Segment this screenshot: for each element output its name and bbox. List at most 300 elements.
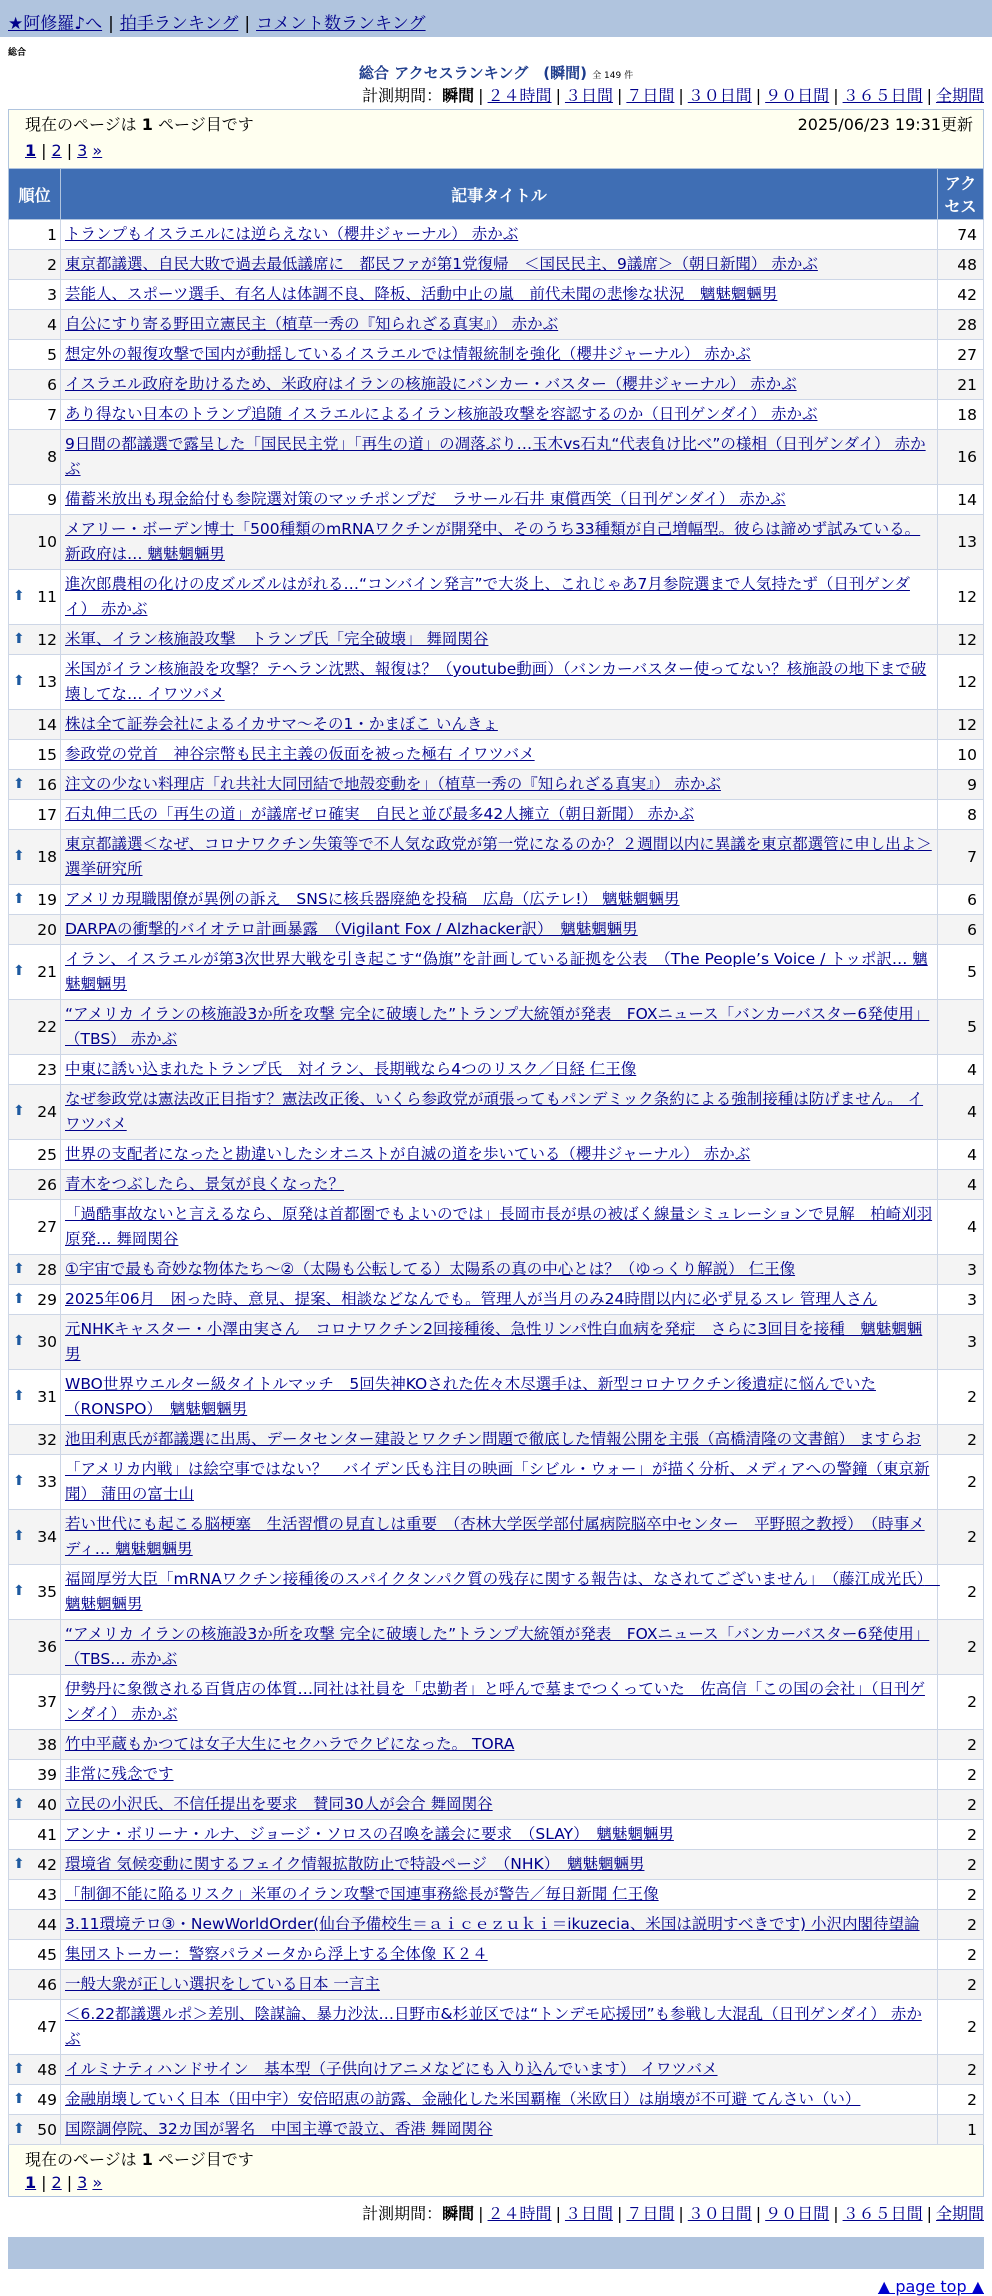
current-page-number: 1 <box>141 115 153 134</box>
separator: | <box>478 2204 484 2223</box>
separator: | <box>833 2204 839 2223</box>
access-count: 6 <box>938 885 984 915</box>
access-count: 42 <box>938 280 984 310</box>
access-count: 1 <box>938 2115 984 2145</box>
table-row <box>9 220 984 250</box>
title-cell <box>61 710 938 740</box>
access-count: 2 <box>938 1730 984 1760</box>
table-row <box>9 1510 984 1565</box>
rank-cell <box>9 1200 61 1255</box>
rank-up-arrow-icon: ⬆ <box>13 1473 25 1489</box>
article-link[interactable]: イスラエル政府を助けるため、米政府はイランの核施設にバンカー・バスター（櫻井ジャーナル） 赤かぶ <box>65 375 797 393</box>
period-link[interactable]: ２４時間 <box>487 2204 552 2223</box>
title-cell <box>61 570 938 625</box>
article-link[interactable]: 国際調停院、32カ国が署名 中国主導で設立、香港 舞岡関谷 <box>65 2120 493 2138</box>
period-link[interactable]: ９０日間 <box>765 2204 830 2223</box>
header-title: 記事タイトル <box>61 169 938 220</box>
article-link[interactable]: イラン、イスラエルが第3次世界大戦を引き起こす“偽旗”を計画している証拠を公表 （The People’s Voice / トッポ訳… 魑魅魍魎男 <box>65 950 928 993</box>
rank-number: 50 <box>37 2120 57 2139</box>
title-cell <box>61 1455 938 1510</box>
rank-number: 43 <box>37 1885 57 1904</box>
rank-cell <box>9 885 61 915</box>
table-row <box>9 1255 984 1285</box>
period-link[interactable]: ３０日間 <box>687 86 752 105</box>
article-link[interactable]: トランプもイスラエルには逆らえない（櫻井ジャーナル） 赤かぶ <box>65 225 519 243</box>
article-link[interactable]: メアリー・ボーデン博士「500種類のmRNAワクチンが開発中、そのうち33種類が自己増幅型。彼らは諦めず試みている。新政府は… 魑魅魍魎男 <box>65 520 921 563</box>
rank-up-arrow-icon: ⬆ <box>13 673 25 689</box>
rank-cell <box>9 1760 61 1790</box>
rank-number: 13 <box>37 673 57 691</box>
item-count: 全 149 件 <box>592 71 634 81</box>
article-link[interactable]: 米軍、イラン核施設攻撃 トランプ氏「完全破壊」 舞岡関谷 <box>65 630 489 648</box>
access-count: 6 <box>938 915 984 945</box>
article-link[interactable]: アンナ・ボリーナ・ルナ、ジョージ・ソロスの召喚を議会に要求 （SLAY） 魑魅魍魎男 <box>65 1825 674 1843</box>
period-link[interactable]: ２４時間 <box>487 86 552 105</box>
table-row <box>9 430 984 485</box>
table-row <box>9 1880 984 1910</box>
rank-cell <box>9 655 61 710</box>
title-cell <box>61 1370 938 1425</box>
rank-number: 20 <box>37 920 57 939</box>
table-row <box>9 625 984 655</box>
access-count: 2 <box>938 1850 984 1880</box>
table-row <box>9 885 984 915</box>
title-cell <box>61 1055 938 1085</box>
rank-cell <box>9 1285 61 1315</box>
rank-cell <box>9 1970 61 2000</box>
rank-cell <box>9 280 61 310</box>
access-count: 2 <box>938 1620 984 1675</box>
rank-cell <box>9 340 61 370</box>
article-link[interactable]: 若い世代にも起こる脳梗塞 生活習慣の見直しは重要 （杏林大学医学部付属病院脳卒中センター 平野照之教授） （時事メディ… 魑魅魍魎男 <box>65 1515 925 1558</box>
period-link[interactable]: ３６５日間 <box>842 2204 923 2223</box>
access-count: 3 <box>938 1285 984 1315</box>
rank-cell <box>9 310 61 340</box>
table-row <box>9 1285 984 1315</box>
article-link[interactable]: 世界の支配者になったと勘違いしたシオニストが自滅の道を歩いている（櫻井ジャーナル） 赤かぶ <box>65 1145 751 1163</box>
table-row <box>9 515 984 570</box>
current-page-number: 1 <box>141 2150 153 2169</box>
separator: | <box>478 86 484 105</box>
rank-cell <box>9 1730 61 1760</box>
access-count: 2 <box>938 1910 984 1940</box>
title-cell <box>61 1675 938 1730</box>
rank-cell <box>9 1140 61 1170</box>
article-link[interactable]: 非常に残念です <box>65 1765 174 1783</box>
rank-up-arrow-icon: ⬆ <box>13 1103 25 1119</box>
rank-number: 17 <box>37 805 57 824</box>
article-link[interactable]: 備蓄米放出も現金給付も参院選対策のマッチポンプだ ラサール石井 東償西笑（日刊ゲンダイ） 赤かぶ <box>65 490 786 508</box>
rank-cell <box>9 1940 61 1970</box>
period-link[interactable]: ３日間 <box>564 86 613 105</box>
table-row <box>9 1315 984 1370</box>
access-count: 2 <box>938 1760 984 1790</box>
rank-number: 11 <box>37 588 57 606</box>
rank-cell <box>9 945 61 1000</box>
article-link[interactable]: 石丸伸二氏の「再生の道」が議席ゼロ確実 自民と並び最多42人擁立（朝日新聞） 赤かぶ <box>65 805 695 823</box>
table-row <box>9 1970 984 2000</box>
rank-number: 42 <box>37 1855 57 1874</box>
table-row <box>9 1790 984 1820</box>
access-count: 2 <box>938 1425 984 1455</box>
title-cell <box>61 915 938 945</box>
title-cell <box>61 1200 938 1255</box>
article-link[interactable]: 米国がイラン核施設を攻撃？テヘラン沈黙、報復は？（youtube動画）（バンカーバスター使ってない？核施設の地下まで破壊してな… イワツバメ <box>65 660 927 703</box>
access-count: 12 <box>938 570 984 625</box>
access-count: 3 <box>938 1315 984 1370</box>
access-count: 4 <box>938 1200 984 1255</box>
access-count: 12 <box>938 655 984 710</box>
access-count: 7 <box>938 830 984 885</box>
title-cell <box>61 1285 938 1315</box>
title-cell <box>61 280 938 310</box>
table-row <box>9 1200 984 1255</box>
rank-number: 31 <box>37 1388 57 1406</box>
article-link[interactable]: 元NHKキャスター・小澤由実さん コロナワクチン2回接種後、急性リンパ性白血病を発症 さらに3回目を接種 魑魅魍魎男 <box>65 1320 923 1363</box>
table-row <box>9 1055 984 1085</box>
rank-cell <box>9 220 61 250</box>
rank-number: 47 <box>37 2018 57 2036</box>
rank-number: 7 <box>47 405 57 424</box>
page-top-link[interactable]: ▲ page top ▲ <box>877 2277 984 2296</box>
table-row <box>9 710 984 740</box>
rank-cell <box>9 1790 61 1820</box>
article-link[interactable]: 「アメリカ内戦」は絵空事ではない？ バイデン氏も注目の映画「シビル・ウォー」が描く分析、メディアへの警鐘（東京新聞） 蒲田の富士山 <box>65 1460 930 1503</box>
access-count: 48 <box>938 250 984 280</box>
rank-cell <box>9 625 61 655</box>
article-link[interactable]: 注文の少ない料理店「れ共社大同団結で地殻変動を」（植草一秀の『知られざる真実』） 赤かぶ <box>65 775 721 793</box>
table-row <box>9 655 984 710</box>
access-count: 4 <box>938 1055 984 1085</box>
separator: | <box>678 86 684 105</box>
table-row <box>9 2055 984 2085</box>
article-link[interactable]: 竹中平蔵もかつては女子大生にセクハラでクビになった。 TORA <box>65 1735 515 1753</box>
rank-number: 2 <box>47 255 57 274</box>
rank-cell <box>9 1850 61 1880</box>
page-title-text: 総合 アクセスランキング (瞬間) <box>358 64 587 82</box>
title-cell <box>61 945 938 1000</box>
article-link[interactable]: “アメリカ イランの核施設3か所を攻撃 完全に破壊した”トランプ大統領が発表 FOXニュース「バンカーバスター6発使用」（TBS） 赤かぶ <box>65 1005 930 1048</box>
rank-number: 24 <box>37 1103 57 1121</box>
article-link[interactable]: 9日間の都議選で露呈した「国民民主党」「再生の道」の凋落ぶり…玉木vs石丸“代表負け比べ”の様相（日刊ゲンダイ） 赤かぶ <box>65 435 926 478</box>
article-link[interactable]: 池田利恵氏が都議選に出馬、データセンター建設とワクチン問題で徹底した情報公開を主張（高橋清隆の文書館） ますらお <box>65 1430 922 1448</box>
title-cell <box>61 310 938 340</box>
title-cell <box>61 1730 938 1760</box>
article-link[interactable]: 立民の小沢氏、不信任提出を要求 賛同30人が会合 舞岡関谷 <box>65 1795 493 1813</box>
article-link[interactable]: 「制御不能に陥るリスク」米軍のイラン攻撃で国連事務総長が警告／毎日新聞 仁王像 <box>65 1885 659 1903</box>
rank-number: 19 <box>37 890 57 909</box>
separator: | <box>41 2173 47 2192</box>
rank-up-arrow-icon: ⬆ <box>13 1388 25 1404</box>
rank-cell <box>9 1170 61 1200</box>
rank-number: 10 <box>37 533 57 551</box>
separator: | <box>616 86 623 105</box>
article-link[interactable]: 参政党の党首 神谷宗幣も民主主義の仮面を被った極右 イワツバメ <box>65 745 535 763</box>
title-cell <box>61 515 938 570</box>
table-row <box>9 2085 984 2115</box>
top-link-ashura[interactable]: ★阿修羅♪へ <box>8 14 103 34</box>
page-link[interactable]: 3 <box>77 2173 88 2192</box>
rank-up-arrow-icon: ⬆ <box>13 775 25 792</box>
article-link[interactable]: イルミナティハンドサイン 基本型（子供向けアニメなどにも入り込んでいます） イワツバメ <box>65 2060 718 2078</box>
rank-cell <box>9 1425 61 1455</box>
rank-cell <box>9 485 61 515</box>
rank-cell <box>9 1000 61 1055</box>
period-label: 計測期間： <box>362 2204 443 2223</box>
period-link[interactable]: 全期間 <box>935 2204 984 2223</box>
current-page-text-bottom <box>25 2147 973 2173</box>
article-link[interactable]: 想定外の報復攻撃で国内が動揺しているイスラエルでは情報統制を強化（櫻井ジャーナル） 赤かぶ <box>65 345 751 363</box>
rank-up-arrow-icon: ⬆ <box>13 2120 25 2137</box>
article-link[interactable]: 中東に誘い込まれたトランプ氏 対イラン、長期戦なら4つのリスク／日経 仁王像 <box>65 1060 637 1078</box>
table-row <box>9 1370 984 1425</box>
article-link[interactable]: 東京都議選、自民大敗で過去最低議席に 都民ファが第1党復帰 ＜国民民主、9議席＞（朝日新聞） 赤かぶ <box>65 255 818 273</box>
rank-cell <box>9 800 61 830</box>
rank-up-arrow-icon: ⬆ <box>13 1583 25 1599</box>
access-count: 28 <box>938 310 984 340</box>
title-cell <box>61 1315 938 1370</box>
page-link[interactable]: 1 <box>25 2173 37 2192</box>
period-link[interactable]: ３日間 <box>564 2204 613 2223</box>
title-cell <box>61 370 938 400</box>
rank-number: 46 <box>37 1975 57 1994</box>
article-link[interactable]: “アメリカ イランの核施設3か所を攻撃 完全に破壊した”トランプ大統領が発表 FOXニュース「バンカーバスター6発使用」（TBS… 赤かぶ <box>65 1625 930 1668</box>
access-count: 9 <box>938 770 984 800</box>
article-link[interactable]: 一般大衆が正しい選択をしている日本 一言主 <box>65 1975 380 1993</box>
title-cell <box>61 1620 938 1675</box>
table-row <box>9 1170 984 1200</box>
article-link[interactable]: 青木をつぶしたら、景気が良くなった？ <box>65 1175 345 1193</box>
table-row <box>9 1620 984 1675</box>
access-count: 14 <box>938 485 984 515</box>
title-cell <box>61 2000 938 2055</box>
separator: | <box>244 14 251 34</box>
rank-up-arrow-icon: ⬆ <box>13 588 25 604</box>
rank-number: 36 <box>37 1638 57 1656</box>
rank-up-arrow-icon: ⬆ <box>13 963 25 979</box>
table-row <box>9 400 984 430</box>
separator: | <box>926 2204 932 2223</box>
separator: | <box>41 141 47 160</box>
access-count: 5 <box>938 1000 984 1055</box>
table-row <box>9 770 984 800</box>
period-link[interactable]: ３０日間 <box>687 2204 752 2223</box>
access-count: 12 <box>938 710 984 740</box>
article-link[interactable]: 2025年06月 困った時、意見、提案、相談などなんでも。管理人が当月のみ24時間以内に必ず見るスレ 管理人さん <box>65 1290 878 1308</box>
header-access: アクセス <box>938 169 984 220</box>
title-cell <box>61 885 938 915</box>
rank-number: 25 <box>37 1145 57 1164</box>
rank-number: 49 <box>37 2090 57 2109</box>
next-page-link[interactable]: » <box>92 141 103 160</box>
title-cell <box>61 485 938 515</box>
table-row <box>9 1730 984 1760</box>
table-row <box>9 2000 984 2055</box>
page-info-bottom <box>8 2145 984 2197</box>
article-link[interactable]: 進次郎農相の化けの皮ズルズルはがれる…“コンバイン発言”で大炎上、これじゃあ7月参院選まで人気持たず（日刊ゲンダイ） 赤かぶ <box>65 575 910 618</box>
rank-up-arrow-icon: ⬆ <box>13 848 25 864</box>
rank-number: 21 <box>37 963 57 981</box>
access-count: 2 <box>938 1790 984 1820</box>
article-link[interactable]: 「過酷事故ないと言えるなら、原発は首都圏でもよいのでは」長岡市長が県の被ばく線量シミュレーションで見解 柏崎刈羽原発… 舞岡関谷 <box>65 1205 933 1248</box>
access-count: 2 <box>938 1880 984 1910</box>
table-row <box>9 830 984 885</box>
title-cell <box>61 250 938 280</box>
article-link[interactable]: DARPAの衝撃的バイオテロ計画暴露 （Vigilant Fox / Alzhacker訳） 魑魅魍魎男 <box>65 920 638 938</box>
pagination-bottom <box>25 2173 973 2192</box>
article-link[interactable]: WBO世界ウエルター級タイトルマッチ 5回失神KOされた佐々木尽選手は、新型コロナワクチン後遺症に悩んでいた（RONSPO） 魑魅魍魎男 <box>65 1375 876 1418</box>
rank-number: 14 <box>37 715 57 734</box>
rank-cell <box>9 1820 61 1850</box>
separator: | <box>66 2173 73 2192</box>
access-count: 3 <box>938 1255 984 1285</box>
rank-cell <box>9 570 61 625</box>
rank-number: 30 <box>37 1333 57 1351</box>
period-selector-bottom <box>0 2201 992 2227</box>
rank-up-arrow-icon: ⬆ <box>13 890 25 907</box>
ranking-table <box>8 168 984 2145</box>
access-count: 2 <box>938 1940 984 1970</box>
title-cell <box>61 1000 938 1055</box>
next-page-link[interactable]: » <box>92 2173 103 2192</box>
period-link[interactable]: ７日間 <box>626 86 675 105</box>
rank-number: 44 <box>37 1915 57 1934</box>
table-row <box>9 915 984 945</box>
article-link[interactable]: 芸能人、スポーツ選手、有名人は体調不良、降板、活動中止の嵐 前代未聞の悲惨な状況 魑魅魍魎男 <box>65 285 778 303</box>
rank-up-arrow-icon: ⬆ <box>13 630 25 647</box>
rank-number: 6 <box>47 375 57 394</box>
top-link-clap-ranking[interactable]: 拍手ランキング <box>119 14 239 34</box>
access-count: 18 <box>938 400 984 430</box>
table-row <box>9 310 984 340</box>
table-row <box>9 1565 984 1620</box>
article-link[interactable]: 自公にすり寄る野田立憲民主（植草一秀の『知られざる真実』） 赤かぶ <box>65 315 559 333</box>
rank-cell <box>9 515 61 570</box>
page-info-top <box>8 109 984 168</box>
access-count: 13 <box>938 515 984 570</box>
table-row <box>9 340 984 370</box>
article-link[interactable]: 環境省 気候変動に関するフェイク情報拡散防止で特設ページ （NHK） 魑魅魍魎男 <box>65 1855 645 1873</box>
rank-cell <box>9 1675 61 1730</box>
rank-cell <box>9 2055 61 2085</box>
rank-number: 15 <box>37 745 57 764</box>
rank-number: 33 <box>37 1473 57 1491</box>
title-cell <box>61 800 938 830</box>
rank-cell <box>9 2000 61 2055</box>
article-link[interactable]: 集団ストーカー：警察パラメータから浮上する全体像 Ｋ２４ <box>65 1945 488 1963</box>
article-link[interactable]: 伊勢丹に象徴される百貨店の体質…同社は社員を「忠勤者」と呼んで墓までつくっていた 佐高信「この国の会社」（日刊ゲンダイ） 赤かぶ <box>65 1680 925 1723</box>
period-link[interactable]: ７日間 <box>626 2204 675 2223</box>
category-label: 総合 <box>8 48 27 58</box>
rank-number: 27 <box>37 1218 57 1236</box>
article-link[interactable]: 3.11環境テロ③・NewWorldOrder(仙台予備校生＝ａｉｃｅｚｕｋｉ＝ikuzecia、米国は説明すべきです) 小沢内閣待望論 <box>65 1915 920 1933</box>
title-cell <box>61 1970 938 2000</box>
article-link[interactable]: なぜ参政党は憲法改正目指す？憲法改正後、いくら参政党が頑張ってもパンデミック条約による強制接種は防げません。 イワツバメ <box>65 1090 924 1133</box>
article-link[interactable]: 株は全て証券会社によるイカサマ〜その1・かまぼこ いんきょ <box>65 715 498 733</box>
access-count: 16 <box>938 430 984 485</box>
separator: | <box>926 86 932 105</box>
access-count: 5 <box>938 945 984 1000</box>
rank-cell <box>9 1620 61 1675</box>
title-cell <box>61 1940 938 1970</box>
article-link[interactable]: あり得ない日本のトランプ追随 イスラエルによるイラン核施設攻撃を容認するのか（日刊ゲンダイ） 赤かぶ <box>65 405 818 423</box>
title-cell <box>61 340 938 370</box>
table-row <box>9 1140 984 1170</box>
current-page-prefix: 現在のページは <box>25 115 142 134</box>
rank-cell <box>9 1880 61 1910</box>
article-link[interactable]: ＜6.22都議選ルポ＞差別、陰謀論、暴力沙汰…日野市&杉並区では“トンデモ応援団”も参戦し大混乱（日刊ゲンダイ） 赤かぶ <box>65 2005 922 2048</box>
separator: | <box>108 14 114 34</box>
article-link[interactable]: 金融崩壊していく日本（田中宇）安倍昭恵の訪露、金融化した米国覇権（米欧日）は崩壊が不可避 てんさい（い） <box>65 2090 861 2108</box>
article-link[interactable]: 福岡厚労大臣「mRNAワクチン接種後のスパイクタンパク質の残存に関する報告は、なされてございません」 （藤江成光氏） 魑魅魍魎男 <box>65 1570 940 1613</box>
rank-cell <box>9 1910 61 1940</box>
page-link[interactable]: 2 <box>51 141 62 160</box>
rank-up-arrow-icon: ⬆ <box>13 1260 25 1277</box>
access-count: 2 <box>938 1370 984 1425</box>
title-cell <box>61 1170 938 1200</box>
article-link[interactable]: ①宇宙で最も奇妙な物体たち〜②（太陽も公転してる）太陽系の真の中心とは？（ゆっくり解説） 仁王像 <box>65 1260 796 1278</box>
separator: | <box>555 86 561 105</box>
current-page-text <box>25 112 254 138</box>
separator: | <box>555 2204 561 2223</box>
rank-cell <box>9 430 61 485</box>
title-cell <box>61 1820 938 1850</box>
table-row <box>9 1425 984 1455</box>
title-cell <box>61 1140 938 1170</box>
rank-cell <box>9 250 61 280</box>
page-link[interactable]: 2 <box>51 2173 62 2192</box>
rank-number: 4 <box>47 315 57 334</box>
rank-number: 12 <box>37 630 57 649</box>
page-link[interactable]: 3 <box>77 141 88 160</box>
title-cell <box>61 655 938 710</box>
table-row <box>9 1940 984 1970</box>
title-cell <box>61 830 938 885</box>
title-cell <box>61 2085 938 2115</box>
access-count: 2 <box>938 2085 984 2115</box>
rank-number: 3 <box>47 285 57 304</box>
title-cell <box>61 770 938 800</box>
access-count: 2 <box>938 1565 984 1620</box>
access-count: 8 <box>938 800 984 830</box>
table-row <box>9 2115 984 2145</box>
access-count: 12 <box>938 625 984 655</box>
title-cell <box>61 430 938 485</box>
separator: | <box>678 2204 684 2223</box>
period-current: 瞬間 <box>442 2204 475 2223</box>
rank-cell <box>9 1255 61 1285</box>
rank-number: 40 <box>37 1795 57 1814</box>
rank-cell <box>9 400 61 430</box>
rank-cell <box>9 2115 61 2145</box>
period-link[interactable]: 全期間 <box>935 86 984 105</box>
table-row <box>9 1455 984 1510</box>
access-count: 2 <box>938 1820 984 1850</box>
rank-number: 1 <box>47 225 57 244</box>
period-link[interactable]: ３６５日間 <box>842 86 923 105</box>
article-link[interactable]: アメリカ現職閣僚が異例の訴え SNSに核兵器廃絶を投稿 広島（広テレ!） 魑魅魍魎男 <box>65 890 680 908</box>
rank-cell <box>9 830 61 885</box>
title-cell <box>61 1510 938 1565</box>
rank-cell <box>9 2085 61 2115</box>
period-link[interactable]: ９０日間 <box>765 86 830 105</box>
footer-bar <box>8 2237 984 2269</box>
table-row <box>9 800 984 830</box>
page-link[interactable]: 1 <box>25 141 37 160</box>
article-link[interactable]: 東京都議選＜なぜ、コロナワクチン失策等で不人気な政党が第一党になるのか？２週間以内に異議を東京都選管に申し出よ＞ 選挙研究所 <box>65 835 932 878</box>
top-link-comment-ranking[interactable]: コメント数ランキング <box>256 14 426 34</box>
table-row <box>9 570 984 625</box>
